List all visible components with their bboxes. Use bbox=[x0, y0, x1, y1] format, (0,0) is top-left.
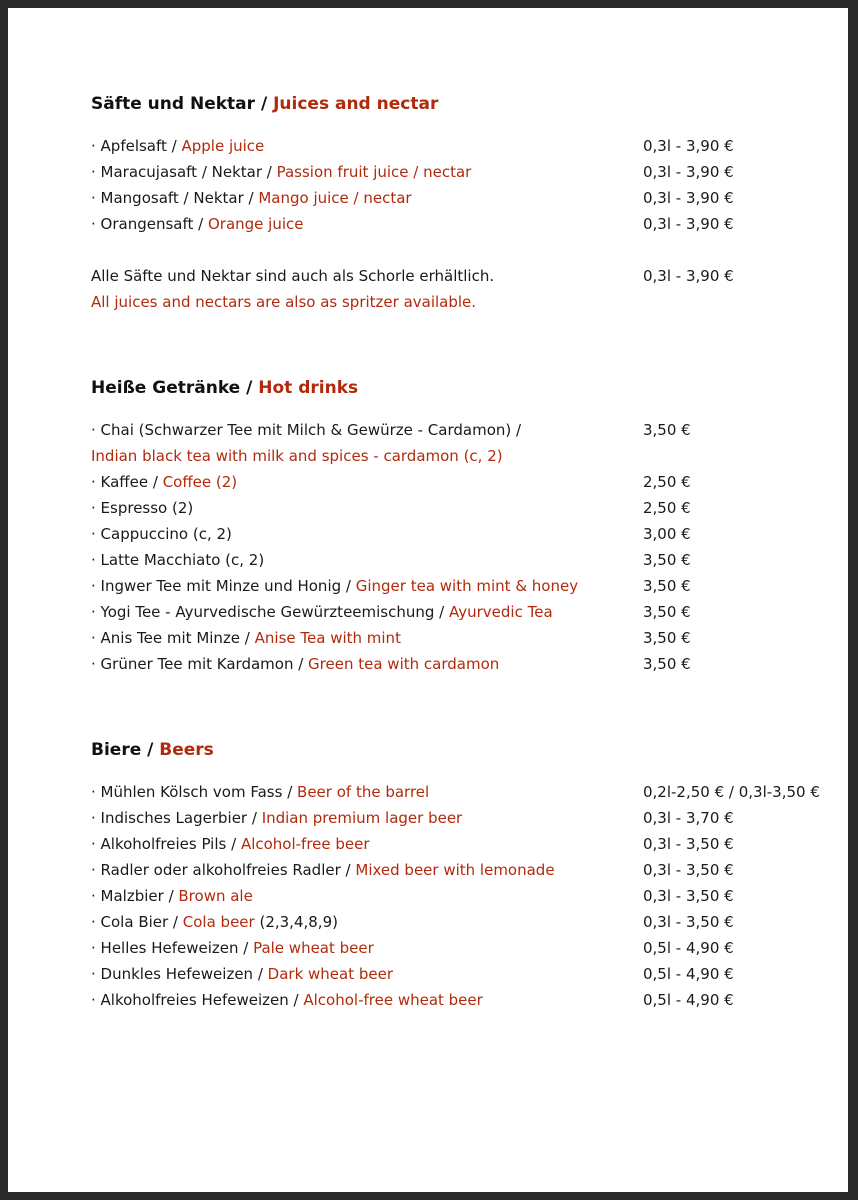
item-name-en: Passion fruit juice / nectar bbox=[276, 163, 472, 181]
section-title-en: Hot drinks bbox=[258, 378, 359, 398]
section-title-separator: / bbox=[255, 94, 274, 114]
item-name-de: · Ingwer Tee mit Minze und Honig / bbox=[91, 577, 356, 595]
item-price: 3,50 € bbox=[643, 603, 691, 621]
item-name-de: · Chai (Schwarzer Tee mit Milch & Gewürze - Cardamon) / bbox=[91, 421, 522, 439]
item-name-de: · Grüner Tee mit Kardamon / bbox=[91, 655, 309, 673]
menu-page bbox=[8, 8, 848, 1192]
item-name-de: · Dunkles Hefeweizen / bbox=[91, 965, 268, 983]
item-name-en: Dark wheat beer bbox=[267, 965, 394, 983]
item-name-en: Alcohol-free wheat beer bbox=[303, 991, 483, 1009]
menu-item bbox=[91, 573, 848, 599]
menu-item bbox=[91, 961, 848, 987]
item-price: 3,50 € bbox=[643, 629, 691, 647]
section-title-en: Beers bbox=[159, 740, 214, 760]
item-name-en: Ginger tea with mint & honey bbox=[355, 577, 579, 595]
section-title-de: Heiße Getränke bbox=[91, 378, 241, 398]
item-price: 0,3l - 3,90 € bbox=[643, 137, 734, 155]
item-name-en: Indian black tea with milk and spices - cardamon (c, 2) bbox=[91, 447, 503, 465]
menu-item-list bbox=[91, 779, 848, 1013]
menu-item bbox=[91, 909, 848, 935]
item-name-en: Cola beer bbox=[182, 913, 255, 931]
item-price: 0,3l - 3,50 € bbox=[643, 887, 734, 905]
menu-item bbox=[91, 651, 848, 677]
spacer bbox=[91, 237, 848, 263]
item-name-de: · Orangensaft / bbox=[91, 215, 208, 233]
menu-item bbox=[91, 779, 848, 805]
menu-item bbox=[91, 417, 848, 443]
item-name-en: Anise Tea with mint bbox=[254, 629, 401, 647]
item-name-de: · Latte Macchiato (c, 2) bbox=[91, 551, 265, 569]
item-name-en: Orange juice bbox=[207, 215, 304, 233]
menu-item bbox=[91, 599, 848, 625]
menu-item-list bbox=[91, 417, 848, 677]
menu-item bbox=[91, 185, 848, 211]
menu-item bbox=[91, 495, 848, 521]
note-en: All juices and nectars are also as spritzer available. bbox=[91, 293, 477, 311]
menu-item bbox=[91, 443, 848, 469]
menu-item bbox=[91, 547, 848, 573]
item-price: 3,50 € bbox=[643, 655, 691, 673]
section-title-de: Biere bbox=[91, 740, 142, 760]
section-title-de: Säfte und Nektar bbox=[91, 94, 256, 114]
item-name-en: Green tea with cardamon bbox=[308, 655, 500, 673]
menu-item-list bbox=[91, 133, 848, 237]
item-name-de: · Indisches Lagerbier / bbox=[91, 809, 262, 827]
item-price: 0,5l - 4,90 € bbox=[643, 965, 734, 983]
menu-item bbox=[91, 857, 848, 883]
item-name-en: Pale wheat beer bbox=[253, 939, 374, 957]
menu-item bbox=[91, 469, 848, 495]
item-price: 3,50 € bbox=[643, 551, 691, 569]
item-name-en: Coffee (2) bbox=[162, 473, 238, 491]
item-name-de: · Alkoholfreies Hefeweizen / bbox=[91, 991, 304, 1009]
item-price: 3,00 € bbox=[643, 525, 691, 543]
section-title bbox=[91, 91, 848, 117]
item-name-de: · Maracujasaft / Nektar / bbox=[91, 163, 277, 181]
item-price: 0,3l - 3,90 € bbox=[643, 189, 734, 207]
section-title-en: Juices and nectar bbox=[273, 94, 439, 114]
item-name-de: · Alkoholfreies Pils / bbox=[91, 835, 241, 853]
section-hot-drinks bbox=[91, 375, 848, 677]
section-juices bbox=[91, 91, 848, 315]
item-name-de: · Malzbier / bbox=[91, 887, 179, 905]
menu-item bbox=[91, 133, 848, 159]
item-price: 0,5l - 4,90 € bbox=[643, 991, 734, 1009]
note-de: Alle Säfte und Nektar sind auch als Schorle erhältlich. bbox=[91, 267, 495, 285]
item-name-de: · Mühlen Kölsch vom Fass / bbox=[91, 783, 298, 801]
item-price: 3,50 € bbox=[643, 577, 691, 595]
menu-item bbox=[91, 987, 848, 1013]
item-name-en: Beer of the barrel bbox=[297, 783, 430, 801]
note-price: 0,3l - 3,90 € bbox=[643, 267, 734, 285]
section-title-separator: / bbox=[240, 378, 259, 398]
item-price: 0,3l - 3,70 € bbox=[643, 809, 734, 827]
section-title-separator: / bbox=[141, 740, 160, 760]
item-name-en: Apple juice bbox=[181, 137, 265, 155]
menu-item bbox=[91, 805, 848, 831]
item-name-de: · Anis Tee mit Minze / bbox=[91, 629, 255, 647]
menu-item bbox=[91, 883, 848, 909]
item-name-en: Ayurvedic Tea bbox=[449, 603, 553, 621]
item-price: 2,50 € bbox=[643, 499, 691, 517]
item-name-en: Alcohol-free beer bbox=[240, 835, 370, 853]
item-name-de: · Kaffee / bbox=[91, 473, 163, 491]
item-name-de: · Cola Bier / bbox=[91, 913, 183, 931]
item-price: 3,50 € bbox=[643, 421, 691, 439]
note-row-en bbox=[91, 289, 848, 315]
item-price: 0,3l - 3,50 € bbox=[643, 835, 734, 853]
item-name-de: · Yogi Tee - Ayurvedische Gewürzteemischung / bbox=[91, 603, 449, 621]
item-name-de: · Cappuccino (c, 2) bbox=[91, 525, 232, 543]
item-name-de: · Espresso (2) bbox=[91, 499, 194, 517]
section-title bbox=[91, 375, 848, 401]
menu-item bbox=[91, 159, 848, 185]
item-name-en: Mixed beer with lemonade bbox=[355, 861, 555, 879]
menu-item bbox=[91, 625, 848, 651]
item-name-en: Brown ale bbox=[178, 887, 253, 905]
menu-item bbox=[91, 521, 848, 547]
menu-item bbox=[91, 935, 848, 961]
note-row bbox=[91, 263, 848, 289]
item-price: 0,5l - 4,90 € bbox=[643, 939, 734, 957]
item-name-en: Mango juice / nectar bbox=[258, 189, 412, 207]
item-name-de: · Helles Hefeweizen / bbox=[91, 939, 254, 957]
item-price: 0,2l-2,50 € / 0,3l-3,50 € bbox=[643, 783, 820, 801]
item-name-de: · Mangosaft / Nektar / bbox=[91, 189, 259, 207]
section-beers bbox=[91, 737, 848, 1013]
item-price: 0,3l - 3,50 € bbox=[643, 913, 734, 931]
menu-item bbox=[91, 211, 848, 237]
item-name-de: · Radler oder alkoholfreies Radler / bbox=[91, 861, 356, 879]
item-price: 0,3l - 3,50 € bbox=[643, 861, 734, 879]
item-allergens: (2,3,4,8,9) bbox=[254, 913, 338, 931]
item-price: 0,3l - 3,90 € bbox=[643, 163, 734, 181]
item-price: 0,3l - 3,90 € bbox=[643, 215, 734, 233]
menu-item bbox=[91, 831, 848, 857]
item-name-en: Indian premium lager beer bbox=[261, 809, 463, 827]
item-name-de: · Apfelsaft / bbox=[91, 137, 182, 155]
section-title bbox=[91, 737, 848, 763]
item-price: 2,50 € bbox=[643, 473, 691, 491]
